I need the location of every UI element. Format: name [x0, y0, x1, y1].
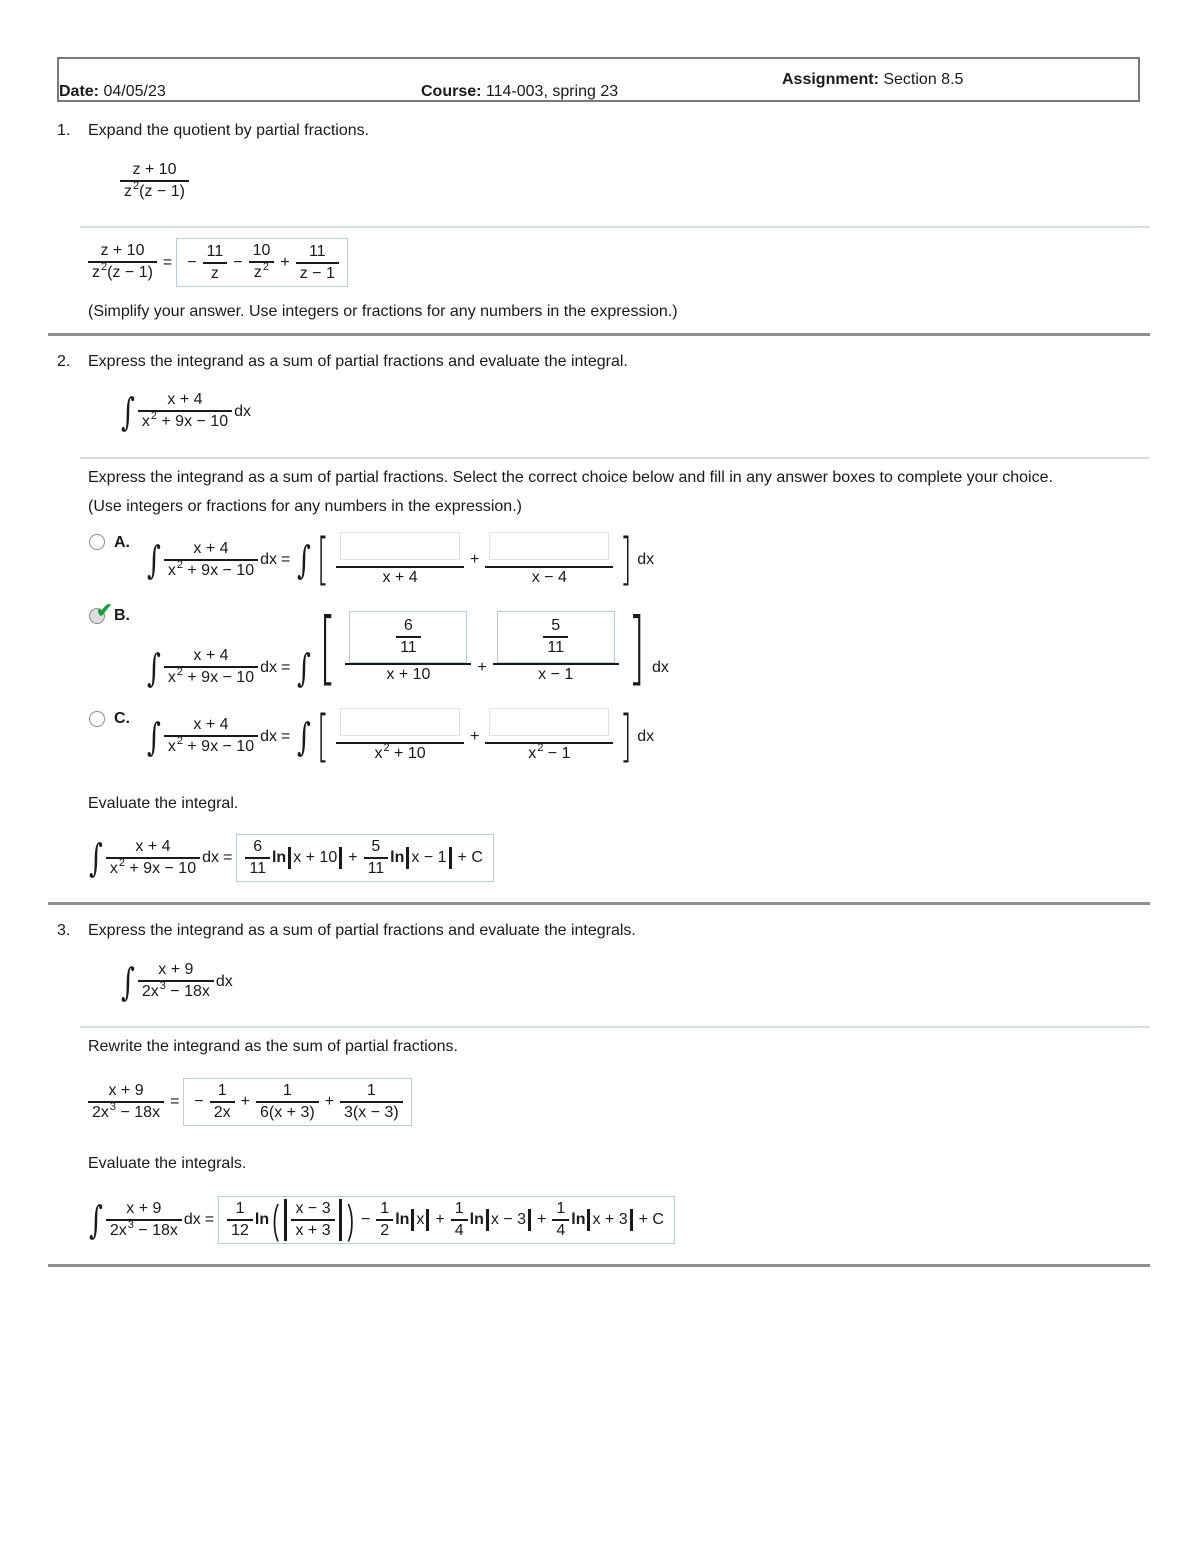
answer-box[interactable]: $\frac{6}{11}$ ln x + 10 + $\frac{5}{11}$ ln x − 1 + C [236, 834, 494, 882]
question-number: 3. [57, 922, 71, 939]
evaluate-label: Evaluate the integral. [88, 795, 239, 812]
answer-equation [86, 238, 348, 287]
blank-input[interactable] [340, 708, 460, 736]
course-label: Course: [421, 83, 482, 100]
instruction-note: (Use integers or fractions for any numbers in the expression.) [88, 498, 522, 515]
date-field [59, 83, 166, 101]
answer-input[interactable]: $\frac{5}{11}$ [497, 611, 615, 663]
divider [80, 457, 1150, 459]
question-separator [48, 333, 1150, 336]
evaluated-integrals: ∫ $\frac{x + 9}{2x^3 - 18x}$ dx = $\frac{1}{12}$ ln ( $\frac{x - 3}{x + 3}$ ) − $\frac{1}{2}$ ln x + $\frac{1}{4}$ ln x − 3 + $\frac{1}{4}$ ln x + 3 + C [86, 1196, 675, 1244]
question-separator [48, 1264, 1150, 1267]
divider [80, 226, 1150, 228]
integral-sign: ∫ [120, 389, 135, 434]
option-c-label: C. [114, 710, 130, 727]
date-value: 04/05/23 [103, 83, 166, 100]
question-number: 2. [57, 353, 71, 370]
blank-input[interactable] [340, 532, 460, 560]
option-b-expression: ∫ $\frac{x + 4}{x^2 + 9x - 10}$ dx = ∫ [ $\frac{\frac{6}{11}}{x + 10}$ + $\frac{\frac{5}{11}}{x - 1}$ ] dx [146, 600, 669, 694]
course-field [421, 83, 618, 101]
evaluated-integral: ∫ $\frac{x + 4}{x^2 + 9x - 10}$ dx = $\frac{6}{11}$ ln x + 10 + $\frac{5}{11}$ ln x − 1 + C [86, 834, 494, 882]
question-prompt: Express the integrand as a sum of partial fractions and evaluate the integral. [88, 353, 628, 370]
answer-note: (Simplify your answer. Use integers or fractions for any numbers in the expression.) [88, 303, 678, 320]
assignment-label: Assignment: [782, 71, 879, 88]
given-expression [118, 160, 191, 203]
blank-input[interactable] [489, 532, 609, 560]
instruction: Express the integrand as a sum of partial fractions. Select the correct choice below and fill in any answer boxes to complete your choice. [88, 469, 1053, 486]
option-a-radio[interactable] [89, 534, 105, 550]
equals-sign: = [162, 253, 173, 271]
question-prompt: Express the integrand as a sum of partial fractions and evaluate the integrals. [88, 922, 636, 939]
checkmark-icon: ✔ [96, 600, 113, 622]
given-integral: ∫ $\frac{x + 4}{x^2 + 9x - 10}$ dx [120, 389, 252, 434]
question-separator [48, 902, 1150, 905]
blank-input[interactable] [489, 708, 609, 736]
option-c-expression: ∫ $\frac{x + 4}{x^2 + 9x - 10}$ dx = ∫ [ $x^2 + 10$ + $x^2 - 1$ ] dx [146, 703, 655, 769]
assignment-field [782, 71, 963, 89]
answer-box[interactable]: − $\frac{1}{2x}$ + $\frac{1}{6(x + 3)}$ + $\frac{1}{3(x - 3)}$ [183, 1078, 411, 1126]
course-value: 114-003, spring 23 [485, 83, 619, 100]
answer-box[interactable]: − $\frac{11}{z}$ − $\frac{10}{z^2}$ + $\frac{11}{z - 1}$ [176, 238, 348, 287]
lhs-fraction: $\frac{z + 10}{z^2(z - 1)}$ [88, 241, 157, 284]
evaluate-label: Evaluate the integrals. [88, 1155, 247, 1172]
option-b-label: B. [114, 607, 130, 624]
given-fraction [120, 160, 189, 203]
rewrite-label: Rewrite the integrand as the sum of partial fractions. [88, 1038, 458, 1055]
numerator: z + 10 [132, 161, 177, 178]
answer-input[interactable]: $\frac{6}{11}$ [349, 611, 467, 663]
question-prompt: Expand the quotient by partial fractions. [88, 122, 370, 139]
divider [80, 1026, 1150, 1028]
assignment-value: Section 8.5 [883, 71, 964, 88]
assignment-header [57, 57, 1140, 102]
option-a-expression: ∫ $\frac{x + 4}{x^2 + 9x - 10}$ dx = ∫ [ x + 4 + x − 4 ] dx [146, 527, 655, 592]
option-a-label: A. [114, 534, 130, 551]
given-integral: ∫ $\frac{x + 9}{2x^3 - 18x}$ dx [120, 959, 233, 1004]
answer-box[interactable]: $\frac{1}{12}$ ln ( $\frac{x - 3}{x + 3}$ ) − $\frac{1}{2}$ ln x + $\frac{1}{4}$ ln x − 3 + $\frac{1}{4}$ ln x + 3 + C [218, 1196, 675, 1244]
question-number: 1. [57, 122, 71, 139]
option-c-radio[interactable] [89, 711, 105, 727]
partial-fraction-equation: $\frac{x + 9}{2x^3 - 18x}$ = − $\frac{1}{2x}$ + $\frac{1}{6(x + 3)}$ + $\frac{1}{3(x - 3)}$ [86, 1078, 412, 1126]
denominator: $z^2(z - 1)$ [124, 180, 185, 200]
date-label: Date: [59, 83, 100, 100]
